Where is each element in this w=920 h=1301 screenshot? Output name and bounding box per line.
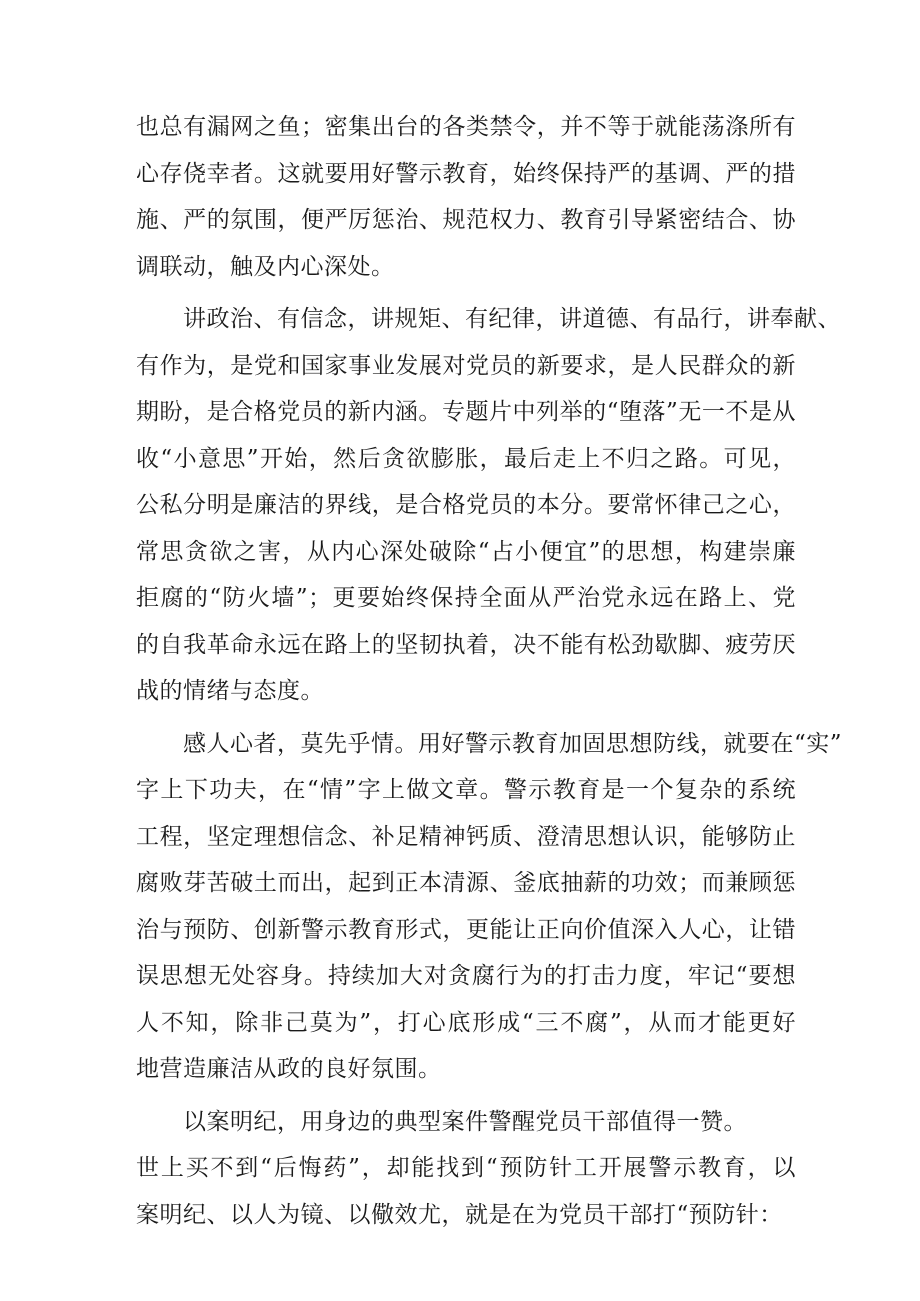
text-line: 讲政治、有信念，讲规矩、有纪律，讲道德、有品行，讲奉献、 <box>183 306 841 332</box>
paragraph <box>136 296 841 715</box>
text-line: 拒腐的“防火墙”；更要始终保持全面从严治党永远在路上、党 <box>136 585 796 611</box>
text-line: 期盼，是合格党员的新内涵。专题片中列举的“堕落”无一不是从 <box>136 399 796 425</box>
text-line: 施、严的氛围，便严厉惩治、规范权力、教育引导紧密结合、协 <box>136 207 796 233</box>
document-body <box>136 104 843 1238</box>
text-line: 公私分明是廉洁的界线，是合格党员的本分。要常怀律己之心， <box>136 492 796 518</box>
text-line: 有作为，是党和国家事业发展对党员的新要求，是人民群众的新 <box>136 352 796 379</box>
paragraph <box>136 721 843 1093</box>
text-line: 感人心者，莫先乎情。用好警示教育加固思想防线，就要在“实” <box>183 730 843 757</box>
paragraph <box>136 1145 796 1238</box>
text-line: 的自我革命永远在路上的坚韧执着，决不能有松劲歇脚、疲劳厌 <box>136 631 796 658</box>
paragraph <box>136 104 796 290</box>
paragraph <box>136 1099 796 1146</box>
text-line: 常思贪欲之害，从内心深处破除“占小便宜”的思想，构建崇廉 <box>136 538 796 565</box>
text-line: 也总有漏网之鱼；密集出台的各类禁令，并不等于就能荡涤所有 <box>136 114 796 140</box>
text-line: 字上下功夫，在“情”字上做文章。警示教育是一个复杂的系统 <box>136 777 796 803</box>
text-line: 腐败芽苦破土而出，起到正本清源、釜底抽薪的功效；而兼顾惩 <box>136 870 796 896</box>
text-line: 地营造廉洁从政的良好氛围。 <box>136 1056 442 1082</box>
text-line: 案明纪、以人为镜、以儆效尤，就是在为党员干部打“预防针： <box>136 1201 783 1228</box>
text-line: 世上买不到“后悔药”，却能找到“预防针工开展警示教育，以 <box>136 1155 796 1181</box>
text-line: 收“小意思”开始，然后贪欲膨胀，最后走上不归之路。可见， <box>136 445 796 472</box>
text-line: 误思想无处容身。持续加大对贪腐行为的打击力度，牢记“要想 <box>136 963 796 989</box>
text-line: 工程，坚定理想信念、补足精神钙质、澄清思想认识，能够防止 <box>136 823 796 850</box>
text-line: 调联动，触及内心深处。 <box>136 253 395 280</box>
text-line: 以案明纪，用身边的典型案件警醒党员干部值得一赞。 <box>183 1108 747 1135</box>
text-line: 战的情绪与态度。 <box>136 678 324 704</box>
text-line: 心存侥幸者。这就要用好警示教育，始终保持严的基调、严的措 <box>136 160 796 187</box>
text-line: 治与预防、创新警示教育形式，更能让正向价值深入人心，让错 <box>136 916 796 943</box>
text-line: 人不知，除非己莫为”，打心底形成“三不腐”，从而才能更好 <box>136 1009 796 1036</box>
